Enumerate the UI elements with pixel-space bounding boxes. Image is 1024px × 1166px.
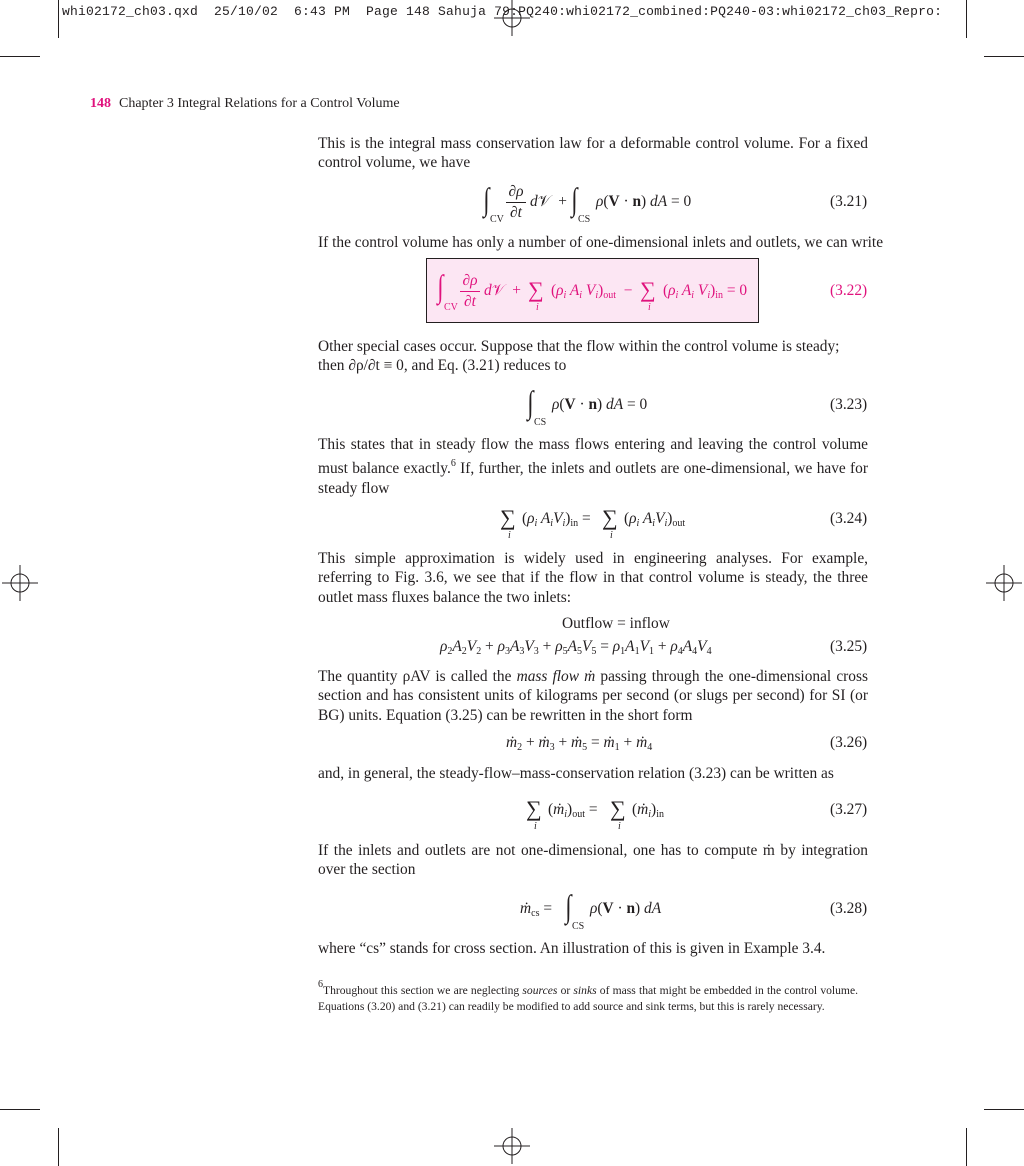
- integral-sign: ∫: [437, 268, 444, 304]
- paragraph: This is the integral mass conservation law for a deformable control volume. For a fixed control volume, we have: [318, 135, 868, 172]
- paragraph: If the inlets and outlets are not one-dimensional, one has to compute ṁ by integration over the section: [318, 842, 868, 879]
- equation-number: (3.26): [830, 734, 868, 751]
- equation-term: $(ṁ_i)_{in}$: [632, 801, 664, 820]
- integral-sign: ∫: [571, 181, 578, 217]
- registration-mark-icon: [494, 1128, 530, 1164]
- footnote-mark: 6: [318, 979, 323, 990]
- crop-mark: [966, 1128, 967, 1166]
- paragraph-line: then ∂ρ/∂t ≡ 0, and Eq. (3.21) reduces to: [318, 357, 567, 374]
- subscript-cv: CV: [490, 214, 504, 225]
- printer-slug-line: whi02172_ch03.qxd 25/10/02 6:43 PM Page 148 Sahuja 79:PQ240:whi02172_combined:PQ240-03:whi02172_ch03_Repro:: [62, 4, 943, 19]
- emphasis: sinks: [573, 984, 597, 997]
- integral-sign: ∫: [527, 384, 534, 420]
- chapter-title: Chapter 3 Integral Relations for a Control Volume: [119, 96, 400, 111]
- subscript-i: i: [508, 530, 511, 541]
- integral-sign: ∫: [565, 888, 572, 924]
- equation-term: ρ(V · n) dA: [590, 900, 662, 917]
- emphasis: mass flow ṁ: [516, 668, 596, 685]
- equation-term: $\rho_2A_2V_2 + \rho_3A_3V_3 + \rho_5A_5V_5 = \rho_1A_1V_1 + \rho_4A_4V_4$: [440, 638, 712, 657]
- subscript-i: i: [534, 821, 537, 832]
- crop-mark: [984, 56, 1024, 57]
- paragraph-text: passing through the one-dimensional cross section and has consistent units of kilograms per second (or slugs per second) for SI (or BG) units. Equation (3.25) can be rewritten in the short form: [318, 668, 868, 724]
- subscript-i: i: [648, 302, 651, 313]
- fraction: ∂ρ ∂t: [460, 273, 480, 310]
- sum-sign: ∑: [526, 796, 542, 821]
- footnote-text: Throughout this section we are neglecting: [323, 984, 523, 997]
- paragraph: where “cs” stands for cross section. An illustration of this is given in Example 3.4.: [318, 940, 826, 957]
- paragraph: [318, 667, 868, 725]
- subscript-cv: CV: [444, 302, 458, 313]
- crop-mark: [966, 0, 967, 38]
- subscript-cs: CS: [534, 417, 547, 428]
- running-head: [90, 96, 400, 112]
- sum-sign: ∑: [500, 505, 516, 530]
- equation-term: ṁ$_{cs}$ =: [520, 900, 552, 919]
- equation-number: (3.28): [830, 900, 868, 917]
- crop-mark: [0, 1109, 40, 1110]
- equation-term: ($\rho_i$ $A_iV_i)_{in}$ =: [522, 510, 591, 529]
- subscript-i: i: [618, 821, 621, 832]
- fraction: ∂ρ ∂t: [506, 184, 526, 221]
- subscript-cs: CS: [572, 921, 585, 932]
- paragraph-text: This states that in steady flow the mass flows entering and leaving the control volume must balance exactly.$^6$ If, further, the inlets and outlets are one-dimensional, we have for steady flow: [318, 436, 868, 497]
- paragraph-text: The quantity ρAV is called the: [318, 668, 517, 685]
- equation-caption: Outflow = inflow: [562, 615, 670, 632]
- sum-sign: ∑: [602, 505, 618, 530]
- equation-term: $(ṁ_i)_{out}$ =: [548, 801, 598, 820]
- registration-mark-icon: [2, 565, 38, 601]
- subscript-i: i: [536, 302, 539, 313]
- sum-sign: ∑: [640, 277, 656, 302]
- crop-mark: [58, 1128, 59, 1166]
- equation-term: ṁ$_2$ + ṁ$_3$ + ṁ$_5$ = ṁ$_1$ + ṁ$_4$: [506, 734, 653, 753]
- equation-number: (3.23): [830, 396, 868, 413]
- paragraph: [318, 435, 868, 498]
- page-number: 148: [90, 96, 111, 111]
- footnote-text: of mass that might be embedded in the control volume. Equations (3.20) and (3.21) can readily be modified to add source and sink terms, but this is rarely necessary.: [318, 984, 858, 1013]
- equation-term: d𝒱 +: [484, 282, 521, 299]
- equation-number: (3.24): [830, 510, 868, 527]
- footnote-text: or: [557, 984, 574, 997]
- crop-mark: [984, 1109, 1024, 1110]
- equation-number: (3.25): [830, 638, 868, 655]
- subscript-i: i: [610, 530, 613, 541]
- equation-term: ρ(V · n) dA = 0: [552, 396, 648, 413]
- emphasis: sources: [522, 984, 558, 997]
- equation-number: (3.27): [830, 801, 868, 818]
- equation-number: (3.22): [830, 282, 868, 299]
- equation-term: ρ(V · n) dA = 0: [596, 193, 692, 210]
- equation-term: ($\rho_i$ $A_i$ $V_i)_{out}$ −: [551, 282, 633, 301]
- crop-mark: [58, 0, 59, 38]
- equation-term: ($\rho_i$ $A_i$ $V_i)_{in} = 0$: [663, 282, 748, 301]
- paragraph: and, in general, the steady-flow–mass-conservation relation (3.23) can be written as: [318, 765, 834, 782]
- registration-mark-icon: [494, 0, 530, 36]
- integral-sign: ∫: [483, 181, 490, 217]
- equation-number: (3.21): [830, 193, 868, 210]
- registration-mark-icon: [986, 565, 1022, 601]
- equation-term: d𝒱 +: [530, 193, 567, 210]
- sum-sign: ∑: [610, 796, 626, 821]
- paragraph: If the control volume has only a number of one-dimensional inlets and outlets, we can write: [318, 234, 884, 251]
- sum-sign: ∑: [528, 277, 544, 302]
- footnote: [318, 977, 858, 1014]
- subscript-cs: CS: [578, 214, 591, 225]
- paragraph-line: Other special cases occur. Suppose that the flow within the control volume is steady;: [318, 338, 840, 355]
- footnote-reference[interactable]: 6: [450, 458, 456, 470]
- equation-term: ($\rho_i$ $A_iV_i)_{out}$: [624, 510, 686, 529]
- paragraph: This simple approximation is widely used in engineering analyses. For example, referring to Fig. 3.6, we see that if the flow in that control volume is steady, the three outlet mass fluxes balance the two inlets:: [318, 550, 868, 606]
- crop-mark: [0, 56, 40, 57]
